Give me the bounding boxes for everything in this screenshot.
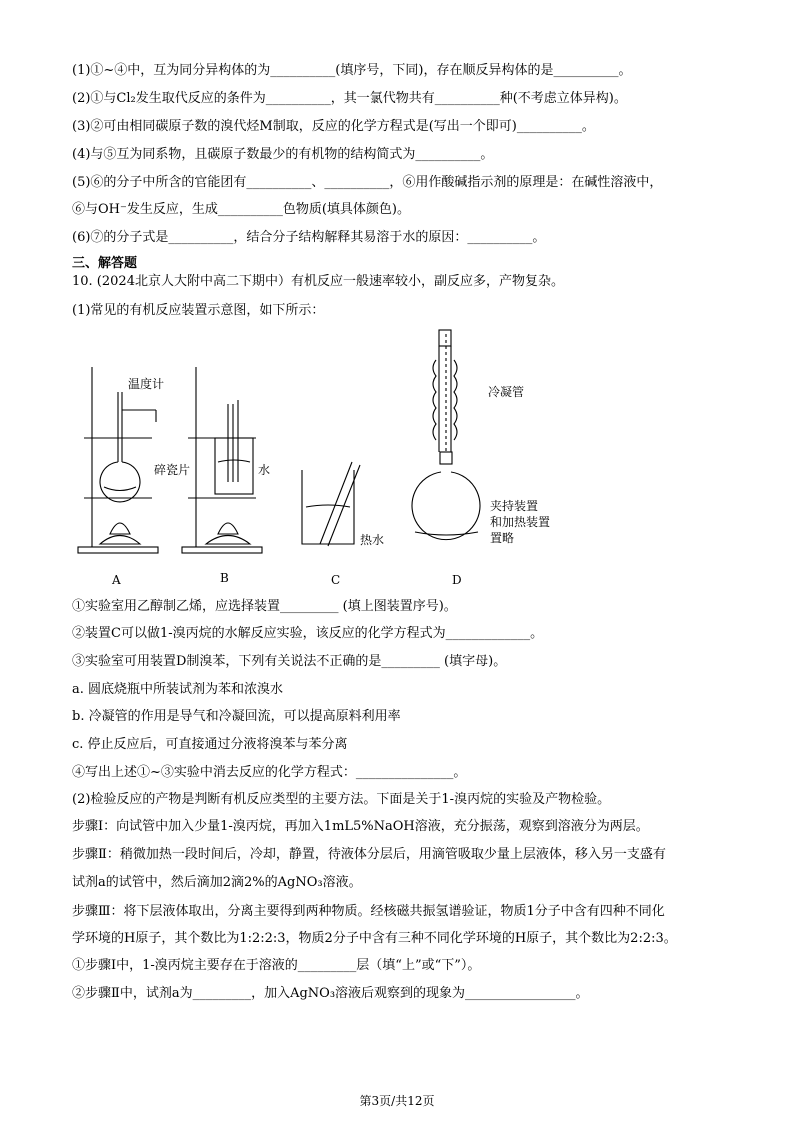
question-10-part1: (1)常见的有机反应装置示意图，如下所示：: [72, 303, 325, 318]
answer-prompt-1: ①步骤Ⅰ中，1-溴丙烷主要存在于溶液的_________层（填“上”或“下”）。: [72, 958, 481, 973]
question-line-4: (4)与⑤互为同系物，且碳原子数最少的有机物的结构简式为__________。: [72, 147, 494, 162]
label-b: B: [220, 571, 229, 585]
label-omitted: 置略: [490, 531, 515, 545]
question-line-5: (5)⑥的分子中所含的官能团有__________、__________，⑥用作酸碱指示剂的原理是：在碱性溶液中，: [72, 175, 663, 190]
label-heat: 和加热装置: [490, 515, 550, 529]
answer-prompt-2: ②步骤Ⅱ中，试剂a为_________，加入AgNO₃溶液后观察到的现象为_________________。: [72, 986, 589, 1001]
step-1: 步骤Ⅰ：向试管中加入少量1-溴丙烷，再加入1mL5%NaOH溶液，充分振荡，观察到溶液分为两层。: [72, 819, 649, 834]
subquestion-3: ③实验室可用装置D制溴苯，下列有关说法不正确的是_________ (填字母)。: [72, 654, 507, 669]
step-2-line2: 试剂a的试管中，然后滴加2滴2%的AgNO₃溶液。: [72, 875, 362, 890]
label-c: C: [331, 573, 341, 587]
step-2-line1: 步骤Ⅱ：稍微加热一段时间后，冷却，静置，待液体分层后，用滴管吸取少量上层液体，移入另一支盛有: [72, 847, 666, 862]
option-a: a. 圆底烧瓶中所装试剂为苯和浓溴水: [72, 682, 284, 697]
label-clamp: 夹持装置: [490, 499, 539, 513]
label-porcelain: 碎瓷片: [154, 463, 191, 477]
stand-base-b: [182, 547, 262, 553]
question-line-3: (3)②可由相同碳原子数的溴代烃M制取，反应的化学方程式是(写出一个即可)__________。: [72, 119, 595, 134]
question-line-1: (1)①~④中，互为同分异构体的为__________(填序号，下同)，存在顺反异构体的是__________。: [72, 63, 632, 78]
label-thermometer: 温度计: [128, 377, 165, 391]
step-3-line2: 学环境的H原子，其个数比为1:2:2:3，物质2分子中含有三种不同化学环境的H原子，其个数比为2:2:3。: [72, 931, 677, 946]
label-water: 水: [258, 463, 271, 477]
page-footer: 第3页/共12页: [359, 1094, 435, 1108]
section-heading: 三、解答题: [72, 256, 138, 271]
option-c: c. 停止反应后，可直接通过分液将溴苯与苯分离: [72, 737, 348, 752]
option-b: b. 冷凝管的作用是导气和冷凝回流，可以提高原料利用率: [72, 709, 401, 724]
apparatus-figure: [70, 322, 550, 590]
question-line-7: (6)⑦的分子式是__________，结合分子结构解释其易溶于水的原因：__________。: [72, 230, 546, 245]
subquestion-1: ①实验室用乙醇制乙烯，应选择装置_________ (填上图装置序号)。: [72, 599, 457, 614]
label-a: A: [112, 573, 121, 587]
label-d: D: [452, 573, 462, 587]
question-line-6: ⑥与OH⁻发生反应，生成__________色物质(填具体颜色)。: [72, 202, 411, 217]
question-10-part2: (2)检验反应的产物是判断有机反应类型的主要方法。下面是关于1-溴丙烷的实验及产物检验。: [72, 792, 611, 807]
step-3-line1: 步骤Ⅲ：将下层液体取出，分离主要得到两种物质。经核磁共振氢谱验证，物质1分子中含有四种不同化: [72, 904, 665, 919]
question-line-2: (2)①与Cl₂发生取代反应的条件为__________，其一氯代物共有__________种(不考虑立体异构)。: [72, 91, 627, 106]
subquestion-2: ②装置C可以做1-溴丙烷的水解反应实验，该反应的化学方程式为_____________。: [72, 626, 544, 641]
stand-base-a: [78, 547, 158, 553]
label-hot-water: 热水: [360, 533, 385, 547]
label-condenser: 冷凝管: [488, 385, 525, 399]
question-10-stem: 10. (2024北京人大附中高二下期中）有机反应一般速率较小，副反应多，产物复杂。: [72, 274, 564, 289]
subquestion-4: ④写出上述①~③实验中消去反应的化学方程式：_______________。: [72, 765, 467, 780]
